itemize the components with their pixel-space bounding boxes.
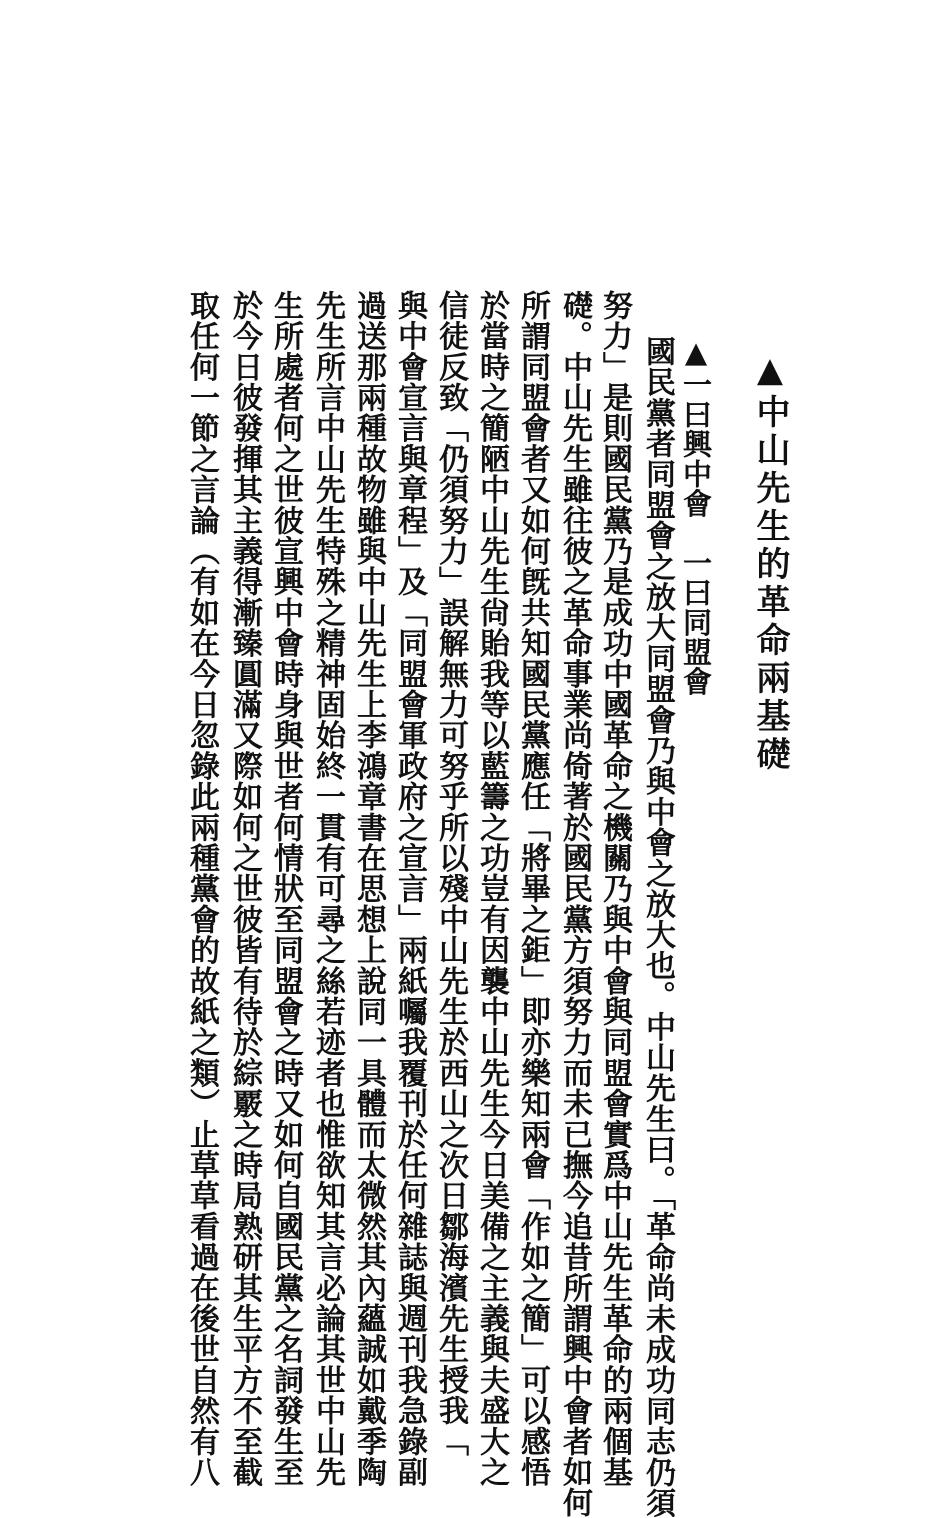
text-column-11: 於今日彼發揮其主義得漸臻圓滿又際如何之世彼皆有待於綜覈之時局熟研其生平方不至截 [227,290,262,1488]
chapter-title: ▲中山先生的革命兩基礎 [750,350,790,774]
text-column-9: 先生所言中山先生特殊之精神固始終一貫有可尋之絲若迹者也惟欲知其言必論其世中山先 [310,290,345,1488]
text-column-4: 所謂同盟會者又如何旣共知國民黨應任「將畢之鉅」即亦樂知兩會「作如之簡」可以感悟 [515,290,550,1488]
text-column-1: 國民黨者同盟會之放大同盟會乃與中會之放大也。中山先生曰。「革命尚未成功同志仍須 [640,336,675,1518]
text-column-2: 努力」是則國民黨乃是成功中國革命之機關乃與中會與同盟會實爲中山先生革命的兩個基 [597,290,632,1488]
text-column-7: 與中會宣言與章程」及「同盟會軍政府之宣言」兩紙囑我覆刊於任何雜誌與週刊我急錄副 [392,290,427,1488]
text-column-10: 生所處者何之世彼宣興中會時身與世者何情狀至同盟會之時又如何自國民黨之名詞發生至 [268,290,303,1488]
section-heading: ▲一曰興中會 一曰同盟會 [679,335,713,697]
text-column-12: 取任何一節之言論（有如在今日忽錄此兩種黨會的故紙之類）止草草看過在後世自然有八 [184,290,219,1488]
text-column-3: 礎。中山先生雖往彼之革命事業尚倚著於國民黨方須努力而未已撫今追昔所謂興中會者如何 [557,290,592,1518]
text-column-6: 信徒反致「仍須努力」誤解無力可努乎所以殘中山先生於西山之次日鄒海濱先生授我「 [433,290,468,1457]
text-column-8: 過送那兩種故物雖與中山先生上李鴻章書在思想上說同一具體而太微然其內蘊誠如戴季陶 [351,290,386,1488]
text-column-5: 於當時之簡陋中山先生尙貽我等以藍籌之功豈有因襲中山先生今日美備之主義與夫盛大之 [474,290,509,1488]
